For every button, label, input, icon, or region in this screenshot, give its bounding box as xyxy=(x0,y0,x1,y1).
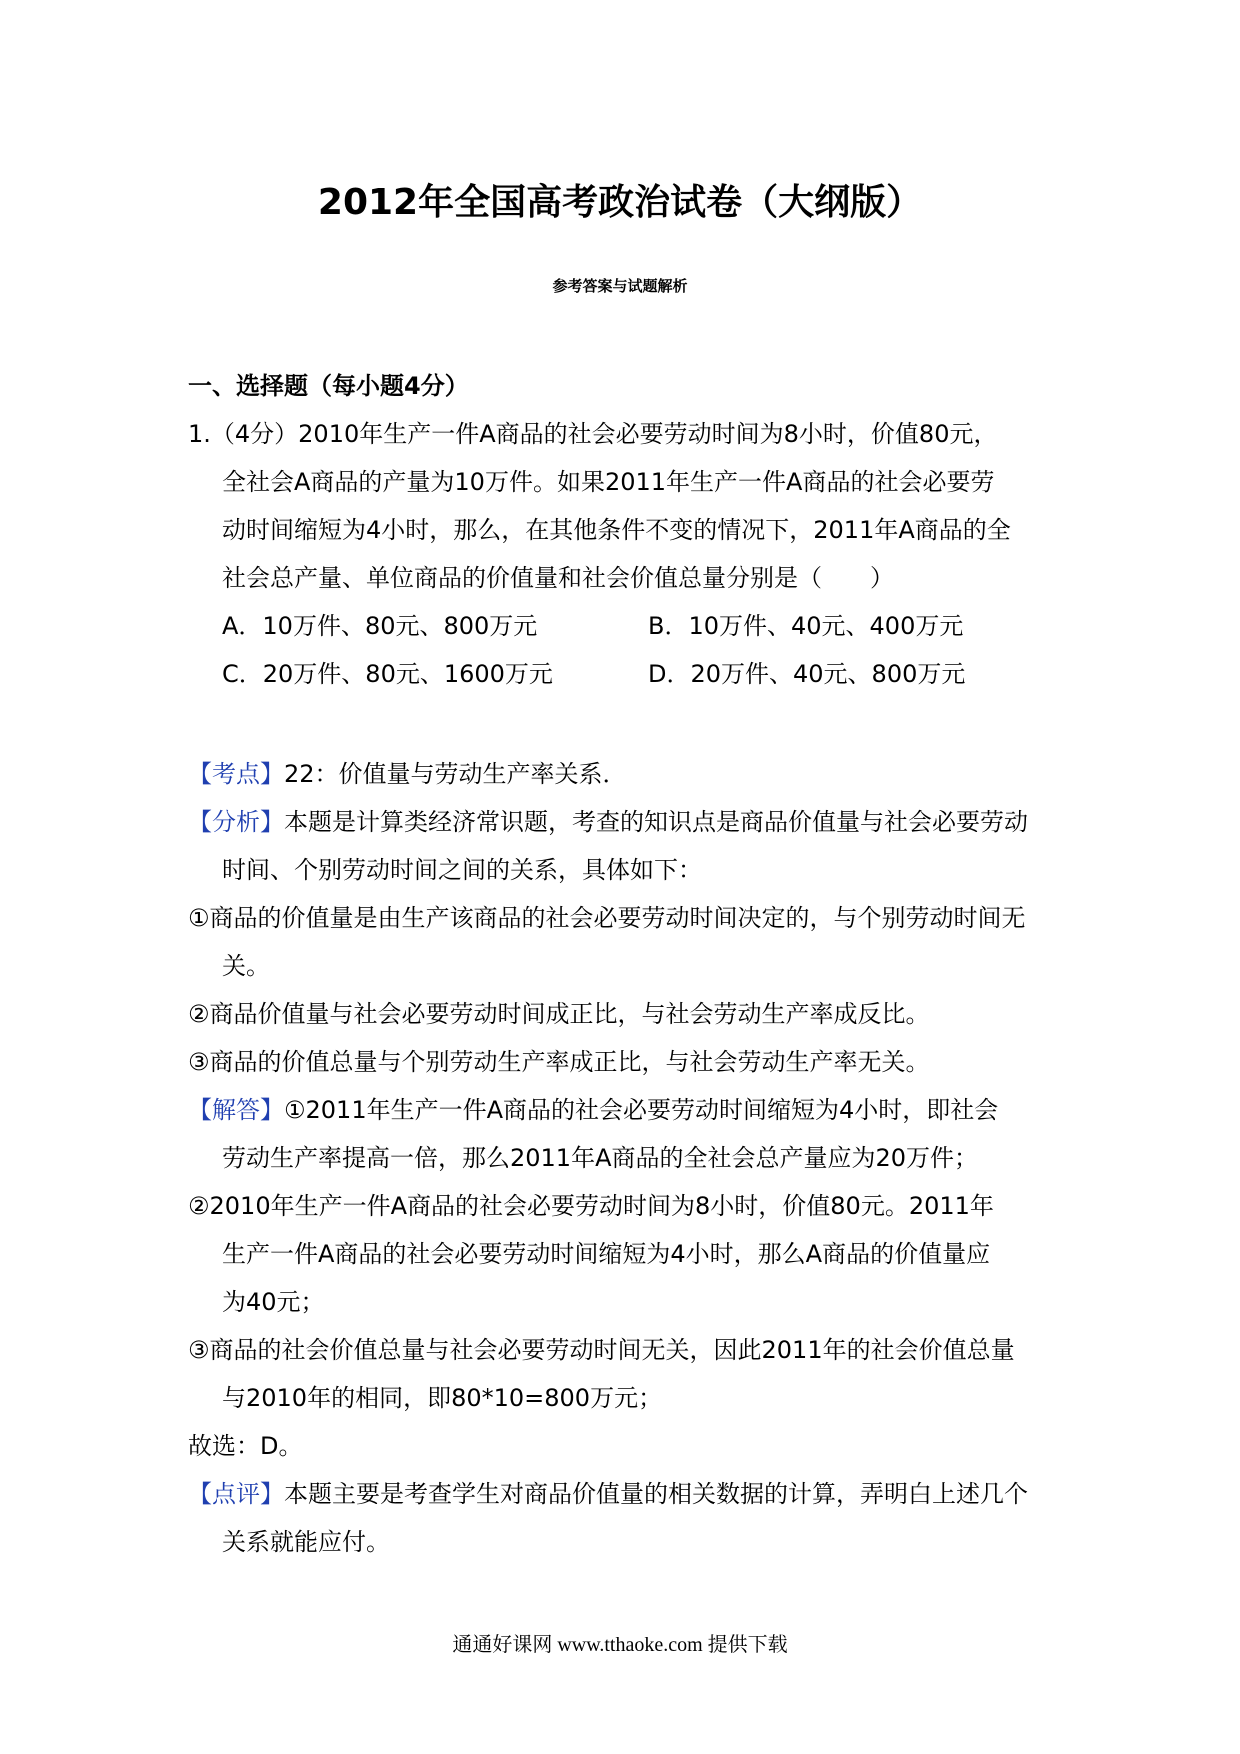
question-line: 1.（4分）2010年生产一件A商品的社会必要劳动时间为8小时，价值80元， xyxy=(188,420,998,448)
section-heading: 一、选择题（每小题4分） xyxy=(188,372,469,400)
option-c: C．20万件、80元、1600万元 xyxy=(222,660,553,688)
kaodian-text: 22：价值量与劳动生产率关系． xyxy=(284,760,627,788)
dianping-line: 本题主要是考查学生对商品价值量的相关数据的计算，弄明白上述几个 xyxy=(284,1480,1028,1508)
jieda-line: 劳动生产率提高一倍，那么2011年A商品的全社会总产量应为20万件； xyxy=(222,1144,979,1172)
jieda-line: 与2010年的相同，即80*10=800万元； xyxy=(222,1384,663,1412)
jieda-tag: 【解答】 xyxy=(188,1096,284,1124)
dianping-line: 关系就能应付。 xyxy=(222,1528,390,1556)
fenxi-block xyxy=(188,804,1028,840)
fenxi-line: ②商品价值量与社会必要劳动时间成正比，与社会劳动生产率成反比。 xyxy=(188,1000,930,1028)
jieda-line: 为40元； xyxy=(222,1288,325,1316)
question-line: 全社会A商品的产量为10万件。如果2011年生产一件A商品的社会必要劳 xyxy=(222,468,995,496)
page-title: 2012年全国高考政治试卷（大纲版） xyxy=(317,182,923,223)
question-line: 动时间缩短为4小时，那么，在其他条件不变的情况下，2011年A商品的全 xyxy=(222,516,1011,544)
answer-line: 故选：D。 xyxy=(188,1432,303,1460)
option-b: B．10万件、40元、400万元 xyxy=(648,612,964,640)
option-a: A．10万件、80元、800万元 xyxy=(222,612,538,640)
dianping-tag: 【点评】 xyxy=(188,1480,284,1508)
page-subtitle: 参考答案与试题解析 xyxy=(552,277,688,295)
kaodian-tag: 【考点】 xyxy=(188,760,284,788)
fenxi-tag: 【分析】 xyxy=(188,808,284,836)
fenxi-line: 关。 xyxy=(222,952,270,980)
jieda-block xyxy=(188,1092,998,1128)
jieda-line: ②2010年生产一件A商品的社会必要劳动时间为8小时，价值80元。2011年 xyxy=(188,1192,994,1220)
jieda-line: 生产一件A商品的社会必要劳动时间缩短为4小时，那么A商品的价值量应 xyxy=(222,1240,991,1268)
jieda-line: ③商品的社会价值总量与社会必要劳动时间无关，因此2011年的社会价值总量 xyxy=(188,1336,1015,1364)
question-line: 社会总产量、单位商品的价值量和社会价值总量分别是（ ） xyxy=(222,564,894,592)
fenxi-line: ①商品的价值量是由生产该商品的社会必要劳动时间决定的，与个别劳动时间无 xyxy=(188,904,1026,932)
kaodian-block xyxy=(188,756,627,792)
dianping-block xyxy=(188,1476,1028,1512)
fenxi-line: ③商品的价值总量与个别劳动生产率成正比，与社会劳动生产率无关。 xyxy=(188,1048,930,1076)
page-footer: 通通好课网 www.tthaoke.com 提供下载 xyxy=(452,1634,788,1656)
option-d: D．20万件、40元、800万元 xyxy=(648,660,966,688)
fenxi-line: 本题是计算类经济常识题，考查的知识点是商品价值量与社会必要劳动 xyxy=(284,808,1028,836)
jieda-line: ①2011年生产一件A商品的社会必要劳动时间缩短为4小时，即社会 xyxy=(284,1096,999,1124)
fenxi-line: 时间、个别劳动时间之间的关系，具体如下： xyxy=(222,856,702,884)
